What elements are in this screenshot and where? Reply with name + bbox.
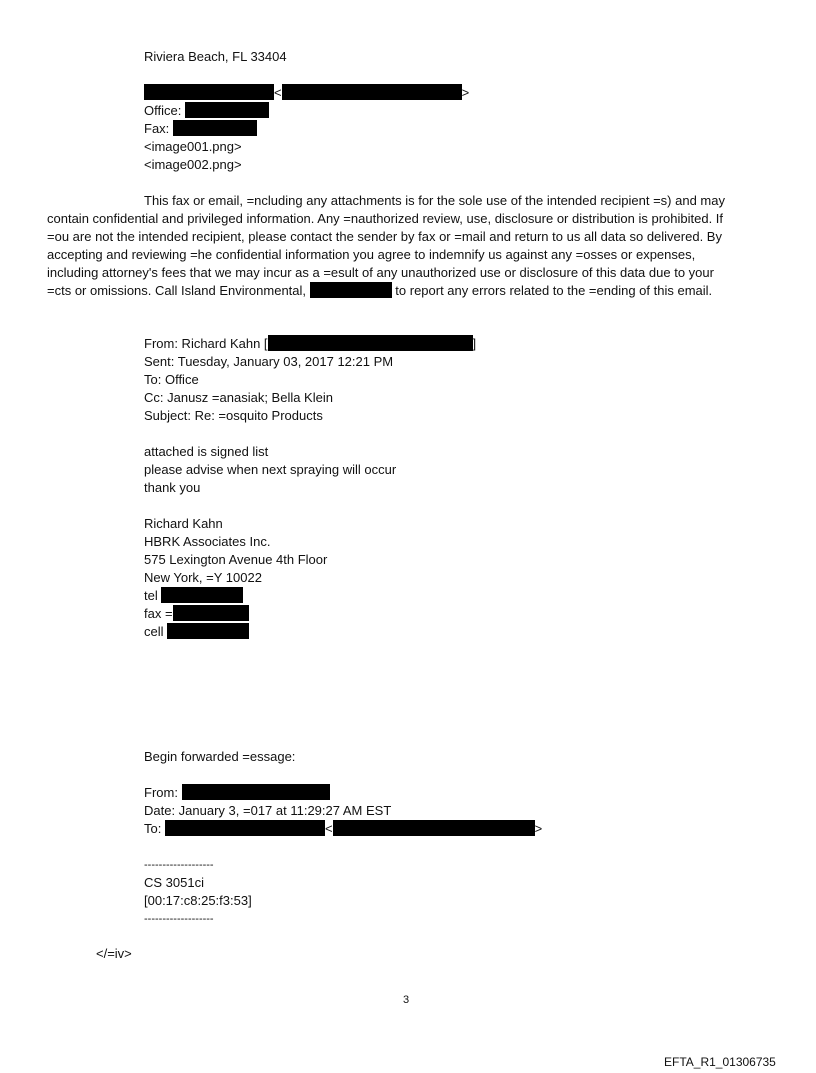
email-to: To: Office (144, 372, 199, 387)
divider-line: ------------------- (144, 859, 214, 871)
forwarded-header: Begin forwarded =essage: (144, 749, 296, 764)
signature-line: New York, =Y 10022 (144, 570, 262, 585)
email-body-line: attached is signed list (144, 444, 269, 459)
signature-fax-line (144, 605, 249, 623)
email-body-line: thank you (144, 480, 201, 495)
redaction-block (173, 605, 249, 621)
signature-line: 575 Lexington Avenue 4th Floor (144, 552, 328, 567)
divider-line: ------------------- (144, 913, 214, 925)
forwarded-date: Date: January 3, =017 at 11:29:27 AM EST (144, 803, 392, 818)
redaction-block (333, 820, 535, 836)
page-number: 3 (403, 994, 410, 1006)
email-from-label: From: Richard Kahn [ (144, 336, 268, 351)
device-name: CS 3051ci (144, 875, 204, 890)
email-body-line: please advise when next spraying will occur (144, 462, 397, 477)
angle-open: < (324, 821, 333, 836)
redaction-block (167, 623, 249, 639)
forwarded-to-label: To: (144, 821, 162, 836)
disclaimer-text: to report any errors related to the =ending of this email. (395, 283, 713, 298)
redaction-block (268, 335, 473, 351)
email-from-close: ] (472, 336, 477, 351)
disclaimer-paragraph (47, 192, 777, 300)
signature-cell-line (144, 623, 249, 641)
redaction-block (185, 102, 269, 118)
closing-tag: </=iv> (96, 946, 132, 961)
attachment-1: <image001.png> (144, 139, 242, 154)
email-sent: Sent: Tuesday, January 03, 2017 12:21 PM (144, 354, 394, 369)
office-label: Office: (144, 103, 182, 118)
disclaimer-line: accepting and reviewing =he confidential information you agree to indemnify us against any =osses or expenses, (47, 247, 696, 262)
signature-tel-line (144, 587, 243, 605)
redaction-block (165, 820, 325, 836)
angle-open: < (274, 85, 282, 100)
redaction-block (161, 587, 243, 603)
redaction-block (144, 84, 274, 100)
disclaimer-line: contain confidential and privileged information. Any =nauthorized review, use, disclosure or distribution is prohibited. If (47, 211, 724, 226)
signature-line: HBRK Associates Inc. (144, 534, 271, 549)
bates-number: EFTA_R1_01306735 (664, 1055, 776, 1069)
office-line (144, 102, 269, 120)
tel-label: tel (144, 588, 158, 603)
fax-label: fax = (144, 606, 173, 621)
email-subject: Subject: Re: =osquito Products (144, 408, 323, 423)
cell-label: cell (144, 624, 164, 639)
disclaimer-line: This fax or email, =ncluding any attachments is for the sole use of the intended recipient =s) and may (144, 193, 725, 208)
fax-label: Fax: (144, 121, 170, 136)
disclaimer-line: including attorney's fees that we may incur as a =esult of any unauthorized use or disclosure of this data due to your (47, 265, 714, 280)
address-line: Riviera Beach, FL 33404 (144, 49, 287, 64)
email-cc: Cc: Janusz =anasiak; Bella Klein (144, 390, 333, 405)
redaction-block (182, 784, 330, 800)
angle-close: > (534, 821, 543, 836)
angle-close: > (461, 85, 470, 100)
fax-line (144, 120, 257, 138)
attachment-2: <image002.png> (144, 157, 242, 172)
disclaimer-line: =ou are not the intended recipient, please contact the sender by fax or =mail and return to us all data so delivered. By (47, 229, 722, 244)
sender-contact-line (144, 84, 469, 102)
email-from-line (144, 335, 476, 353)
disclaimer-text: =cts or omissions. Call Island Environmental, (47, 283, 307, 298)
device-mac: [00:17:c8:25:f3:53] (144, 893, 252, 908)
redaction-block (310, 282, 392, 298)
forwarded-from-line (144, 784, 330, 802)
forwarded-from-label: From: (144, 785, 178, 800)
redaction-block (282, 84, 462, 100)
disclaimer-line-last (47, 282, 777, 300)
forwarded-to-line (144, 820, 542, 838)
signature-line: Richard Kahn (144, 516, 223, 531)
redaction-block (173, 120, 257, 136)
